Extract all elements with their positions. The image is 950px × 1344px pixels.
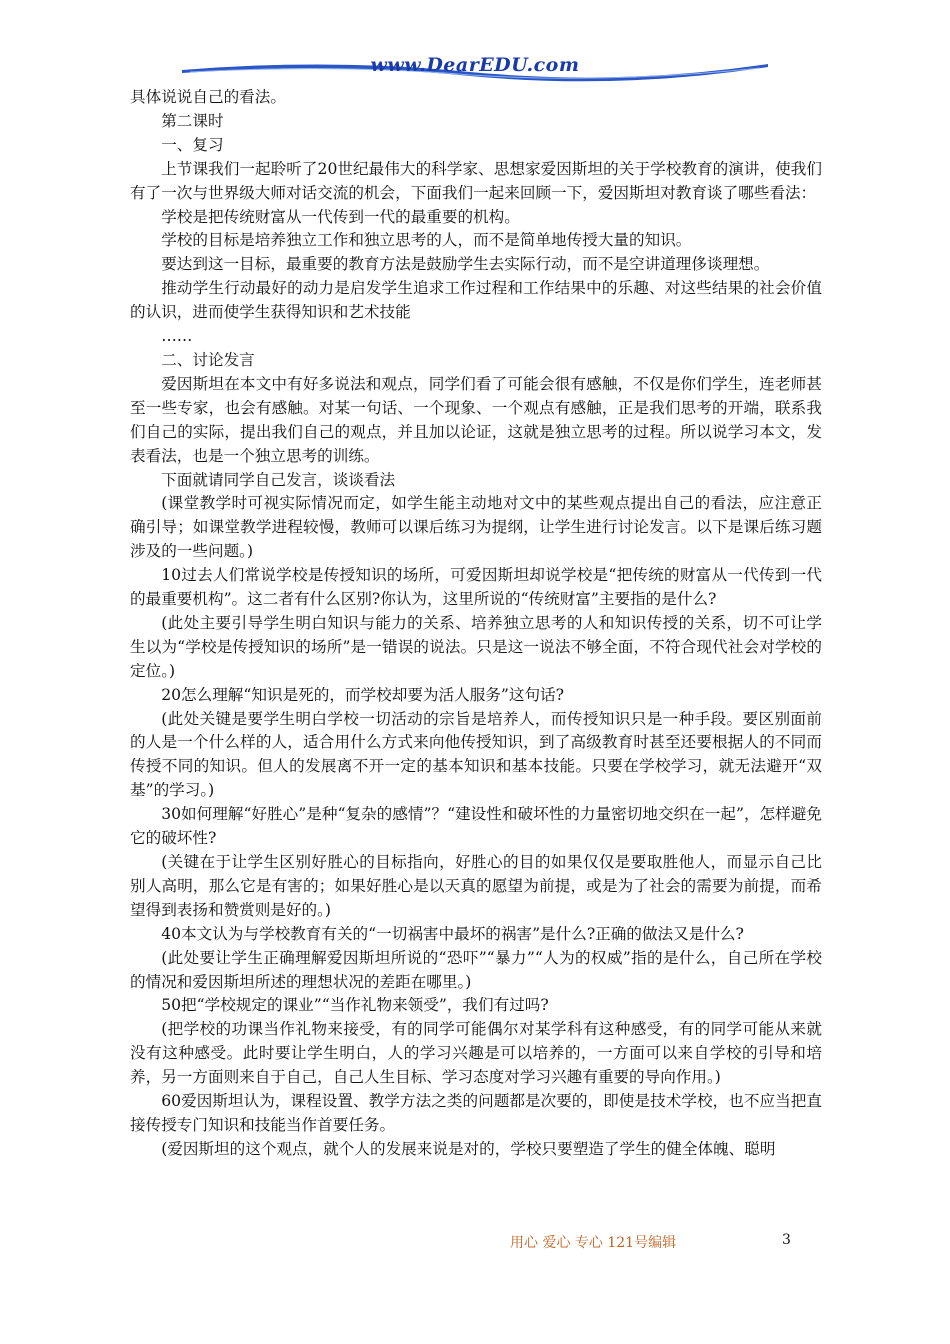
question: 10过去人们常说学校是传授知识的场所，可爱因斯坦却说学校是“把传统的财富从一代传到一代的最重要机构”。这二者有什么区别?你认为，这里所说的“传统财富”主要指的是什么? — [130, 566, 822, 609]
paragraph: (课堂教学时可视实际情况而定，如学生能主动地对文中的某些观点提出自己的看法，应注意正确引导；如课堂教学进程较慢，教师可以课后练习为提纲，让学生进行讨论发言。以下是课后练习题涉及的一些问题。) — [130, 494, 822, 561]
paragraph: 具体说说自己的看法。 — [130, 88, 286, 106]
paragraph: 推动学生行动最好的动力是启发学生追求工作过程和工作结果中的乐趣、对这些结果的社会价值的认识，进而使学生获得知识和艺术技能 — [130, 279, 822, 322]
question: 50把“学校规定的课业”“当作礼物来领受”，我们有过吗? — [161, 996, 549, 1015]
paragraph: 上节课我们一起聆听了20世纪最伟大的科学家、思想家爱因斯坦的关于学校教育的演讲，使我们有了一次与世界级大师对话交流的机会，下面我们一起来回顾一下，爱因斯坦对教育谈了哪些看法： — [130, 159, 822, 202]
answer: (此处要让学生正确理解爱因斯坦所说的“恐吓”“暴力”“人为的权威”指的是什么，自己所在学校的情况和爱因斯坦所述的理想状况的差距在哪里。) — [130, 948, 822, 991]
question: 40本文认为与学校教育有关的“一切祸害中最坏的祸害”是什么?正确的做法又是什么? — [161, 924, 744, 943]
footer-slogan: 用心 爱心 专心 121号编辑 — [510, 1235, 677, 1251]
question: 30如何理解“好胜心”是种“复杂的感情”？“建设性和破坏性的力量密切地交织在一起”，怎样避免它的破坏性? — [130, 805, 822, 848]
page-number: 3 — [782, 1232, 791, 1248]
answer: (此处主要引导学生明白知识与能力的关系、培养独立思考的人和知识传授的关系，切不可让学生以为“学校是传授知识的场所”是一错误的说法。只是这一说法不够全面，不符合现代社会对学校的定位。) — [130, 613, 822, 680]
question: 20怎么理解“知识是死的，而学校却要为活人服务”这句话? — [161, 685, 564, 704]
answer: (爱因斯坦的这个观点，就个人的发展来说是对的，学校只要塑造了学生的健全体魄、聪明 — [161, 1139, 776, 1158]
question: 60爱因斯坦认为，课程设置、教学方法之类的问题都是次要的，即使是技术学校，也不应当把直接传授专门知识和技能当作首要任务。 — [130, 1092, 822, 1134]
paragraph: 爱因斯坦在本文中有好多说法和观点，同学们看了可能会很有感触，不仅是你们学生，连老师甚至一些专家，也会有感触。对某一句话、一个现象、一个观点有感触，正是我们思考的开端，联系我们自己的实际，提出我们自己的观点，并且加以论证，这就是独立思考的过程。所以说学习本文，发表看法，也是一个独立思考的训练。 — [130, 374, 822, 465]
paragraph: 学校的目标是培养独立工作和独立思考的人，而不是简单地传授大量的知识。 — [161, 231, 692, 250]
ellipsis: …… — [161, 327, 193, 346]
site-header — [180, 48, 770, 88]
paragraph: 下面就请同学自己发言，谈谈看法 — [161, 470, 396, 489]
paragraph: 要达到这一目标，最重要的教育方法是鼓励学生去实际行动，而不是空讲道理侈谈理想。 — [161, 255, 770, 274]
answer: (把学校的功课当作礼物来接受，有的同学可能偶尔对某学科有这种感受，有的同学可能从来就没有这种感受。此时要让学生明白，人的学习兴趣是可以培养的，一方面可以来自学校的引导和培养，另一方面则来自于自己，自己人生目标、学习态度对学习兴趣有重要的导向作用。) — [130, 1020, 822, 1087]
paragraph: 学校是把传统财富从一代传到一代的最重要的机构。 — [161, 207, 520, 226]
site-url[interactable]: www.DearEDU.com — [370, 54, 580, 76]
answer: (此处关键是要学生明白学校一切活动的宗旨是培养人，而传授知识只是一种手段。要区别面前的人是一个什么样的人，适合用什么方式来向他传授知识，到了高级教育时甚至还要根据人的不同而传授不同的知识。但人的发展离不开一定的基本知识和基本技能。只要在学校学习，就无法避开“双基”的学习。) — [130, 709, 822, 800]
section-heading-discussion: 二、讨论发言 — [161, 350, 255, 369]
answer: (关键在于让学生区别好胜心的目标指向，好胜心的目的如果仅仅是要取胜他人，而显示自己比别人高明，那么它是有害的；如果好胜心是以天真的愿望为前提，或是为了社会的需要为前提，而希望得到表扬和赞赏则是好的。) — [130, 853, 822, 919]
lesson-heading: 第二课时 — [161, 111, 224, 130]
document-body — [130, 86, 822, 1162]
section-heading-review: 一、复习 — [161, 135, 224, 154]
